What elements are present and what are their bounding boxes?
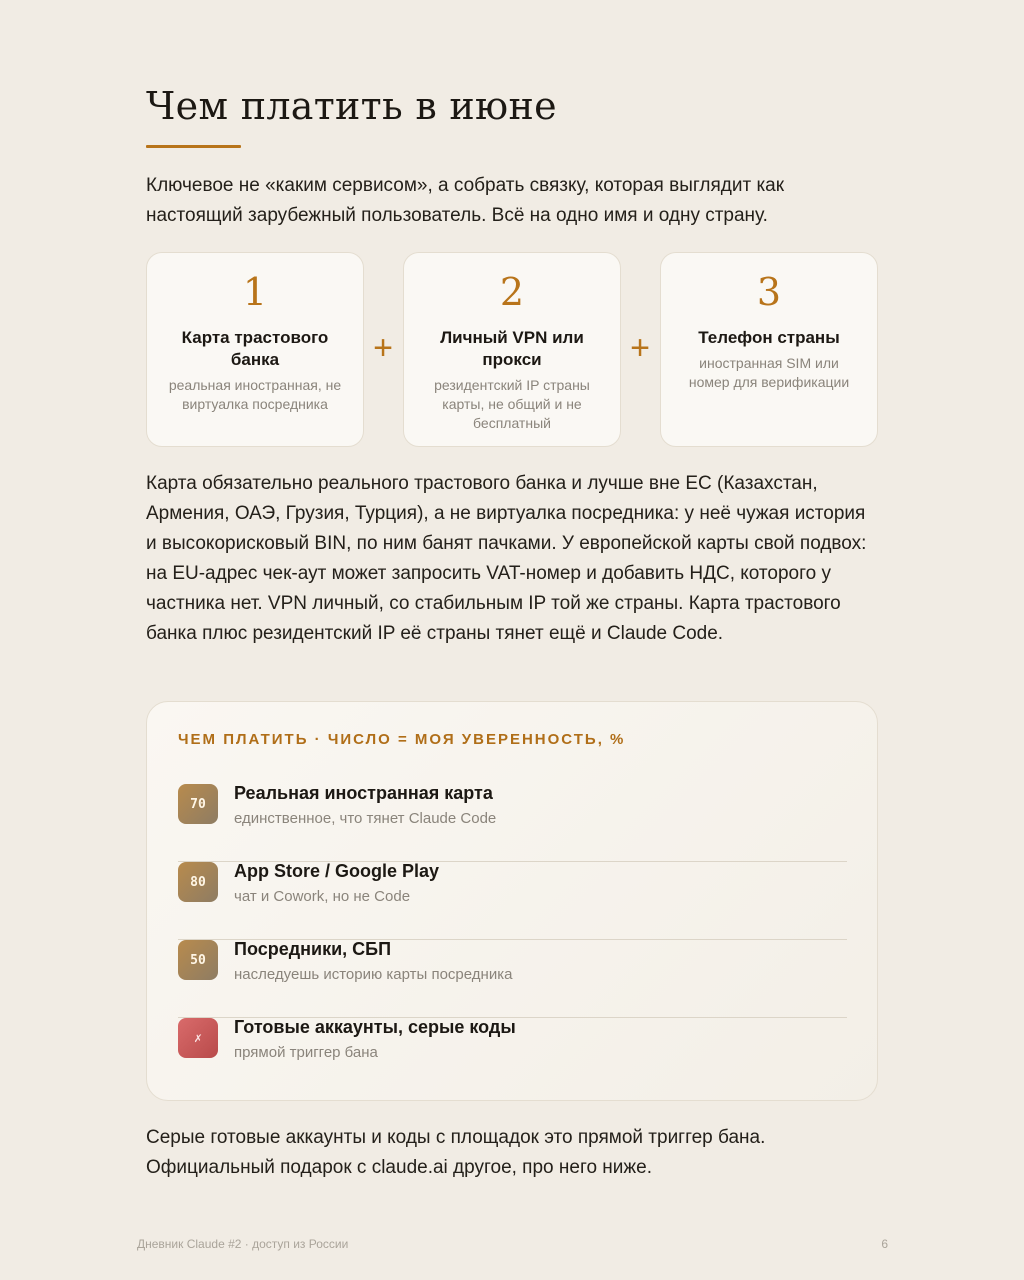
step-number: 3 xyxy=(756,270,782,314)
step-card-vpn xyxy=(403,252,621,447)
step-description: иностранная SIM или номер для верификации xyxy=(688,355,850,390)
body-paragraph: Карта обязательно реального трастового банка и лучше вне ЕС (Казахстан, Армения, ОАЭ, Грузия, Турция), а не виртуалка посредника: у неё чужая история и высокорисковый BIN, по ним банят пачками. У европейской карты свой подвох: на EU-адрес чек-аут может запросить VAT-номер и добавить НДС, которого у частника нет. VPN личный, со стабильным IP той же страны. Карта трастового банка плюс резидентский IP её страны тянет ещё и Claude Code. xyxy=(146,473,867,644)
outro-paragraph: Серые готовые аккаунты и коды с площадок это прямой триггер бана. Официальный подарок с claude.ai другое, про него ниже. xyxy=(146,1127,766,1178)
step-card-phone xyxy=(660,252,878,447)
method-item xyxy=(178,784,847,862)
steps-row xyxy=(146,252,878,447)
step-title: Карта трастового банка xyxy=(181,328,329,369)
step-card-bank xyxy=(146,252,364,447)
method-item xyxy=(178,862,847,940)
confidence-badge: 80 xyxy=(178,862,218,902)
method-note: прямой триггер бана xyxy=(234,1044,378,1061)
cross-icon: ✗ xyxy=(178,1018,218,1058)
step-number: 2 xyxy=(499,270,525,314)
step-number: 1 xyxy=(242,270,268,314)
method-item xyxy=(178,940,847,1018)
method-note: наследуешь историю карты посредника xyxy=(234,966,513,983)
plus-icon: + xyxy=(630,329,650,367)
method-note: единственное, что тянет Claude Code xyxy=(234,810,497,827)
plus-icon: + xyxy=(373,329,393,367)
confidence-badge: 50 xyxy=(178,940,218,980)
methods-heading: ЧЕМ ПЛАТИТЬ · ЧИСЛО = МОЯ УВЕРЕННОСТЬ, % xyxy=(178,731,626,748)
confidence-badge: 70 xyxy=(178,784,218,824)
footer-title: Дневник Claude #2 · доступ из России xyxy=(137,1237,349,1251)
step-title: Личный VPN или прокси xyxy=(440,328,584,369)
intro-paragraph: Ключевое не «каким сервисом», а собрать связку, которая выглядит как настоящий зарубежный пользователь. Всё на одно имя и одну страну. xyxy=(146,175,785,226)
page-title: Чем платить в июне xyxy=(146,84,557,128)
step-title: Телефон страны xyxy=(698,328,840,347)
title-underline xyxy=(146,145,241,148)
method-name: Готовые аккаунты, серые коды xyxy=(234,1017,516,1037)
method-name: App Store / Google Play xyxy=(234,861,440,881)
step-description: резидентский IP страны карты, не общий и не бесплатный xyxy=(434,377,590,431)
method-name: Реальная иностранная карта xyxy=(234,783,493,803)
step-description: реальная иностранная, не виртуалка посредника xyxy=(168,377,342,412)
method-note: чат и Cowork, но не Code xyxy=(234,888,411,905)
method-item xyxy=(178,1018,847,1096)
payment-methods-card xyxy=(146,701,878,1101)
page xyxy=(146,0,878,1280)
method-name: Посредники, СБП xyxy=(234,939,392,959)
page-number: 6 xyxy=(881,1237,888,1251)
